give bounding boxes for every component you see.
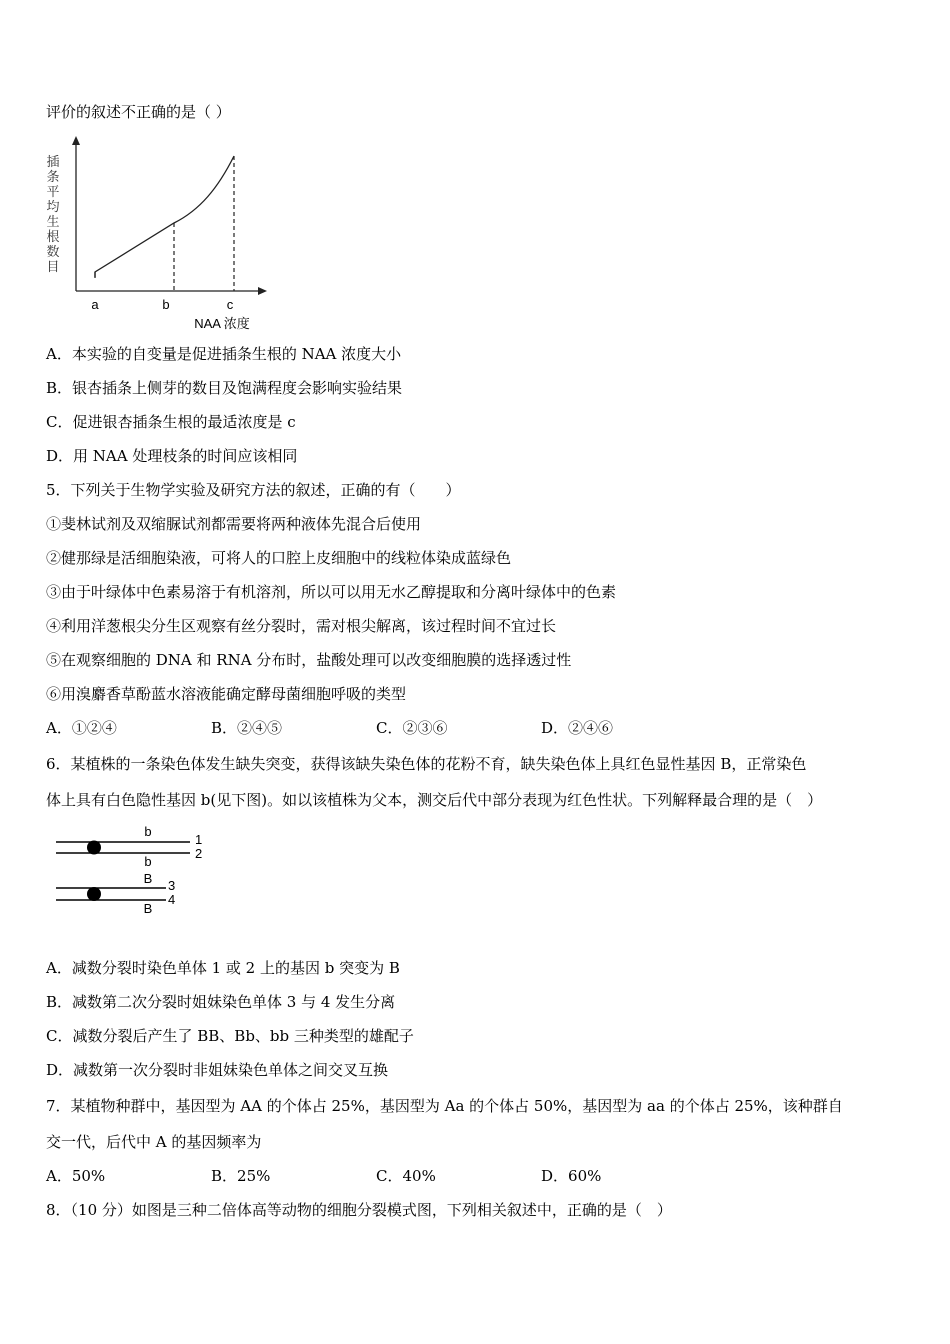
chromatid-number: 1 — [195, 832, 203, 847]
q5-statement-4: ④利用洋葱根尖分生区观察有丝分裂时，需对根尖解离，该过程时间不宜过长 — [46, 617, 557, 635]
y-axis-label-char: 平 — [46, 184, 60, 199]
q5-statement-5: ⑤在观察细胞的 DNA 和 RNA 分布时，盐酸处理可以改变细胞膜的选择透过性 — [46, 651, 572, 669]
q8-stem: 8．（10 分）如图是三种二倍体高等动物的细胞分裂模式图，下列相关叙述中，正确的是（ ） — [46, 1201, 672, 1219]
q7-stem-line-2: 交一代，后代中 A 的基因频率为 — [46, 1133, 262, 1151]
x-axis-arrow-icon — [258, 287, 267, 295]
gene-label: B — [143, 871, 153, 886]
q4-option-b: B．银杏插条上侧芽的数目及饱满程度会影响实验结果 — [46, 379, 403, 397]
q6-option-c: C．减数分裂后产生了 BB、Bb、bb 三种类型的雄配子 — [46, 1027, 414, 1045]
q5-option-d: D．②④⑥ — [541, 719, 614, 737]
q4-option-a: A．本实验的自变量是促进插条生根的 NAA 浓度大小 — [46, 345, 402, 363]
q5-option-a: A．①②④ — [46, 719, 117, 737]
q7-option-b: B．25% — [211, 1167, 271, 1185]
chromatid-number: 4 — [168, 892, 176, 907]
q4-option-d: D．用 NAA 处理枝条的时间应该相同 — [46, 447, 298, 465]
q5-stem: 5．下列关于生物学实验及研究方法的叙述，正确的有（ ） — [46, 481, 461, 499]
y-axis-label — [46, 154, 59, 274]
y-axis-label-char: 数 — [46, 244, 60, 259]
q5-statement-1: ①斐林试剂及双缩脲试剂都需要将两种液体先混合后使用 — [46, 515, 422, 533]
centromere — [87, 887, 101, 901]
y-axis-arrow-icon — [72, 136, 80, 145]
q7-option-c: C．40% — [376, 1167, 436, 1185]
q6-option-d: D．减数第一次分裂时非姐妹染色单体之间交叉互换 — [46, 1061, 389, 1079]
centromere — [87, 841, 101, 855]
q7-stem-line-1: 7．某植物种群中，基因型为 AA 的个体占 25%，基因型为 Aa 的个体占 50%，基因型为 aa 的个体占 25%，该种群自 — [46, 1097, 843, 1115]
y-axis-label-char: 条 — [46, 169, 60, 184]
q5-statement-3: ③由于叶绿体中色素易溶于有机溶剂，所以可以用无水乙醇提取和分离叶绿体中的色素 — [46, 583, 617, 601]
chromosome-figure — [50, 822, 220, 922]
y-axis-label-char: 插 — [46, 154, 60, 169]
q7-option-d: D．60% — [541, 1167, 602, 1185]
question-4-stem: 评价的叙述不正确的是（ ） — [46, 103, 231, 121]
x-tick-a: a — [91, 297, 99, 312]
naa-rooting-graph — [40, 128, 280, 338]
gene-label: b — [144, 824, 152, 839]
q6-stem-line-1: 6．某植株的一条染色体发生缺失突变，获得该缺失染色体的花粉不育，缺失染色体上具红色显性基因 B，正常染色 — [46, 755, 807, 773]
q5-statement-6: ⑥用溴麝香草酚蓝水溶液能确定酵母菌细胞呼吸的类型 — [46, 685, 407, 703]
gene-label: B — [143, 901, 153, 916]
q4-option-c: C．促进银杏插条生根的最适浓度是 c — [46, 413, 296, 431]
q6-option-a: A．减数分裂时染色单体 1 或 2 上的基因 b 突变为 B — [46, 959, 400, 977]
q5-option-c: C．②③⑥ — [376, 719, 448, 737]
x-axis-label: NAA 浓度 — [194, 316, 250, 331]
q6-option-b: B．减数第二次分裂时姐妹染色单体 3 与 4 发生分离 — [46, 993, 396, 1011]
chromatid-number: 2 — [195, 846, 203, 861]
y-axis-label-char: 根 — [46, 229, 60, 244]
q5-statement-2: ②健那绿是活细胞染液，可将人的口腔上皮细胞中的线粒体染成蓝绿色 — [46, 549, 512, 567]
rooting-curve — [95, 156, 234, 277]
q6-stem-line-2: 体上具有白色隐性基因 b(见下图)。如以该植株为父本，测交后代中部分表现为红色性状。下列解释最合理的是（ ） — [46, 791, 823, 809]
y-axis-label-char: 均 — [46, 199, 60, 214]
gene-label: b — [144, 854, 152, 869]
x-tick-b: b — [162, 297, 170, 312]
q5-option-b: B．②④⑤ — [211, 719, 283, 737]
q7-option-a: A．50% — [46, 1167, 106, 1185]
y-axis-label-char: 目 — [46, 259, 60, 274]
y-axis-label-char: 生 — [46, 214, 60, 229]
chromatid-number: 3 — [168, 878, 176, 893]
x-tick-c: c — [226, 297, 234, 312]
